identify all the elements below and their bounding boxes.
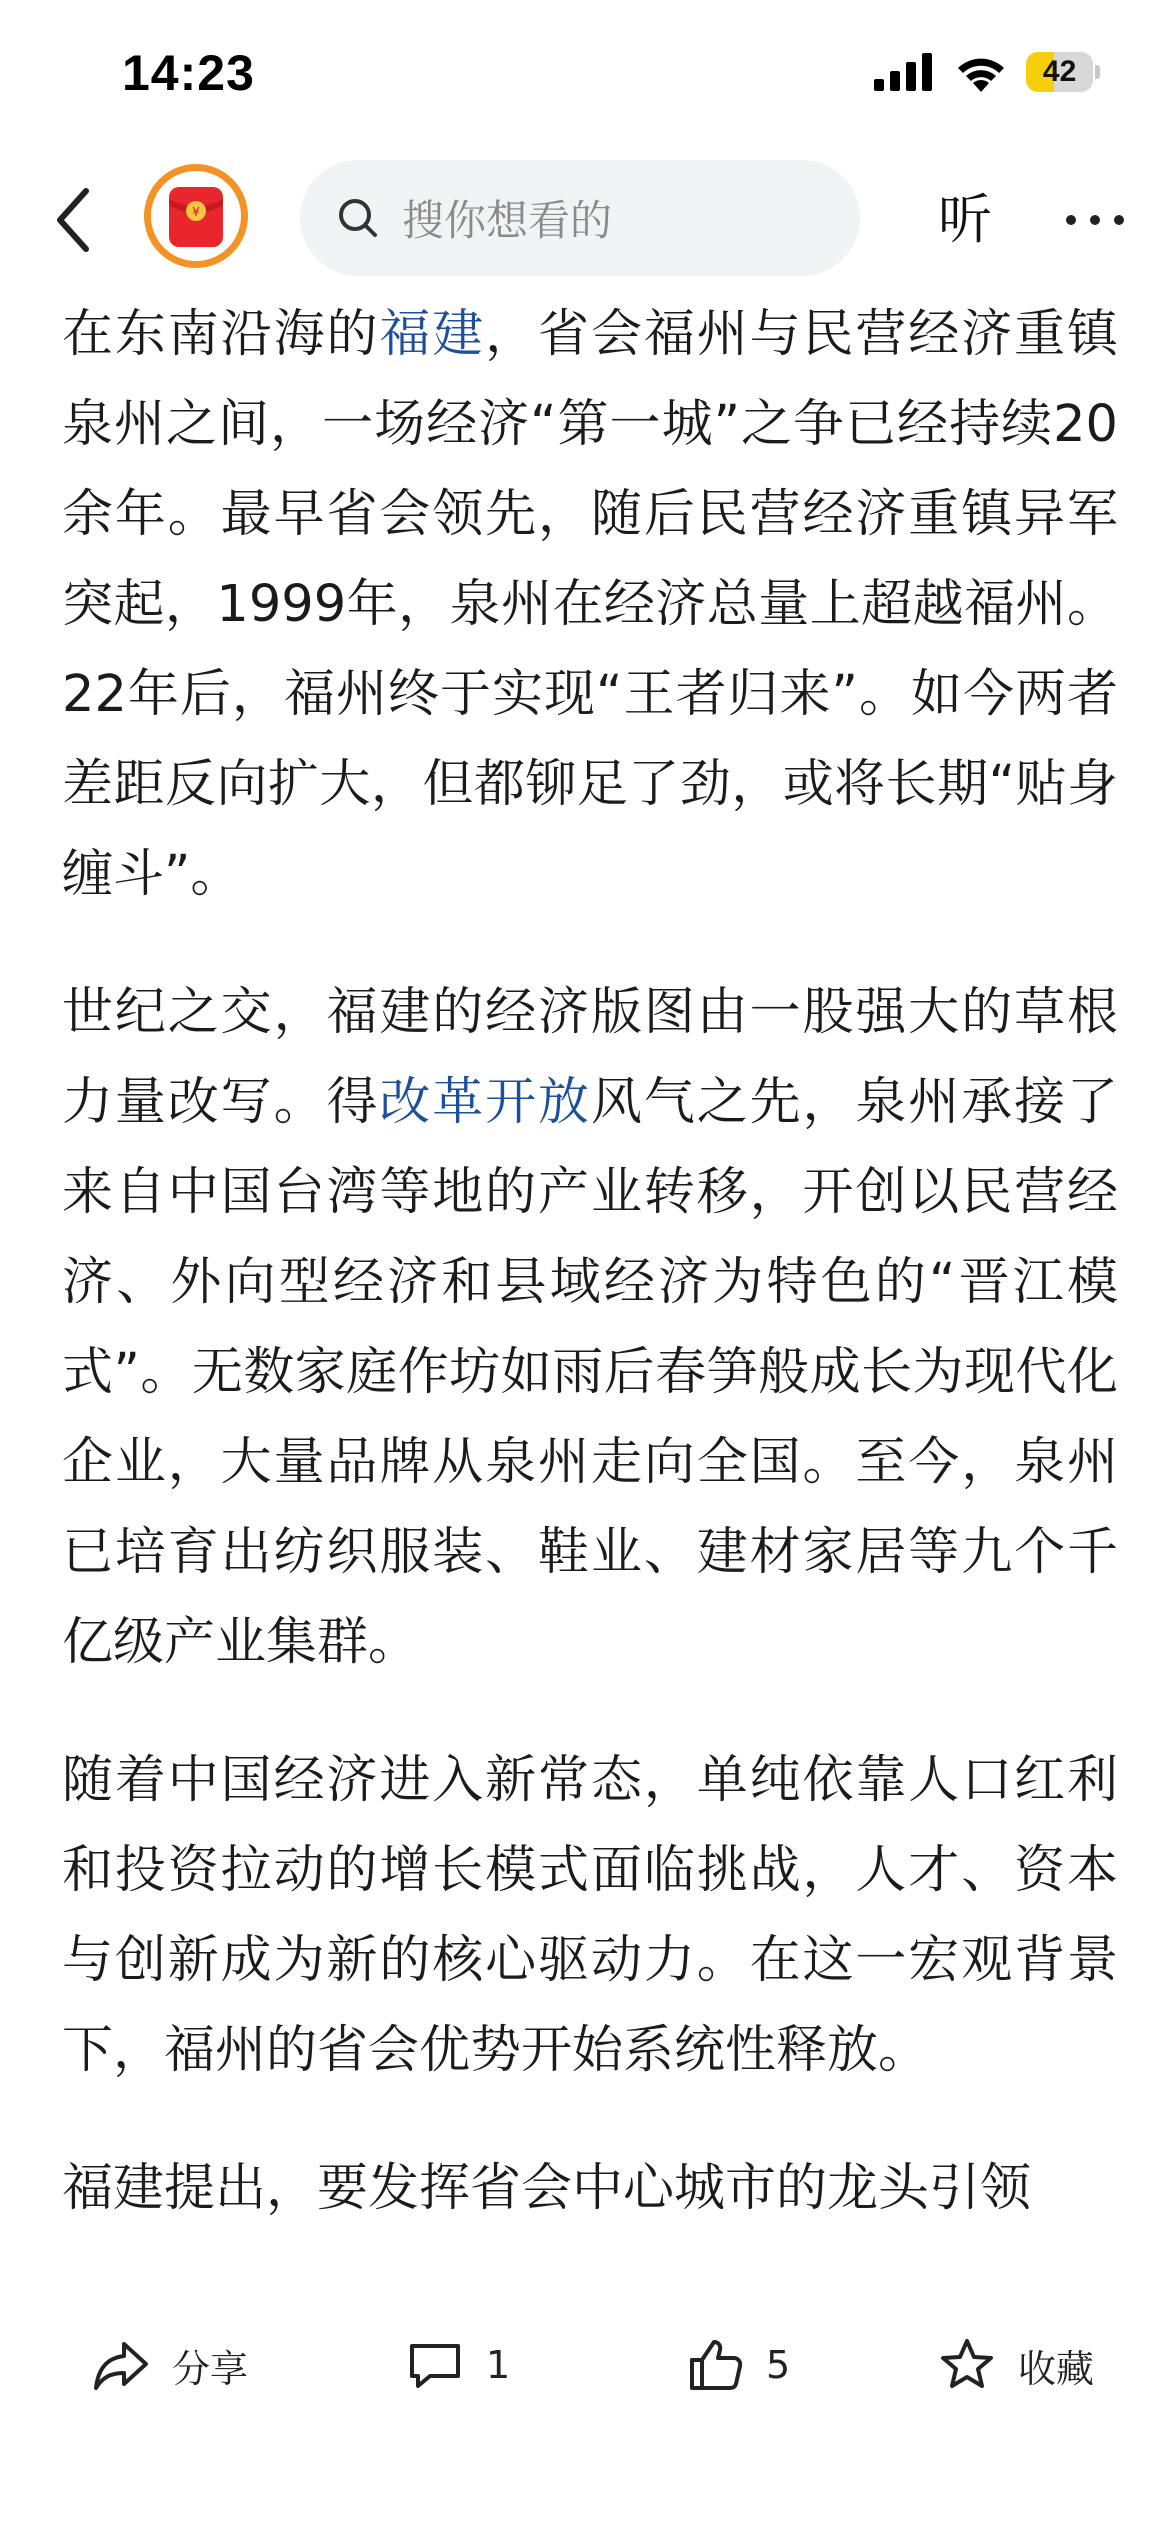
article-paragraph-4: 福建提出，要发挥省会中心城市的龙头引领 — [62, 2159, 1032, 2218]
paragraph-text: 在东南沿海的 — [62, 305, 380, 364]
top-nav-bar — [0, 150, 1170, 290]
search-placeholder: 搜你想看的 — [402, 196, 613, 245]
svg-text:¥: ¥ — [192, 205, 200, 219]
comment-button[interactable] — [406, 2325, 510, 2405]
collect-label: 收藏 — [1018, 2346, 1095, 2391]
more-button[interactable] — [1050, 180, 1140, 260]
battery-level: 42 — [1042, 55, 1077, 88]
wifi-icon — [954, 52, 1008, 92]
cellular-signal-icon — [874, 53, 934, 91]
battery-body — [1026, 52, 1093, 92]
back-button[interactable] — [44, 180, 104, 260]
comment-count: 1 — [486, 2343, 511, 2387]
red-packet-icon — [161, 181, 231, 251]
battery-indicator — [1026, 52, 1100, 92]
article-paragraph-3: 随着中国经济进入新常态，单纯依靠人口红利和投资拉动的增长模式面临挑战，人才、资本与创新成为新的核心驱动力。在这一宏观背景下，福州的省会优势开始系统性释放。 — [62, 1751, 1118, 2080]
red-packet-button[interactable] — [144, 164, 248, 268]
status-bar — [0, 0, 1170, 150]
status-indicators — [874, 52, 1100, 92]
like-button[interactable] — [686, 2325, 790, 2405]
paragraph-text: 世纪之交，福建的经济版图由一股强大的草根力量改写。得 — [62, 983, 1118, 1132]
comment-icon — [406, 2336, 464, 2394]
keyword-link-reform[interactable]: 改革开放 — [379, 1073, 591, 1132]
paragraph-text: 风气之先，泉州承接了来自中国台湾等地的产业转移，开创以民营经济、外向型经济和县域经济为特色的“晋江模式”。无数家庭作坊如雨后春笋般成长为现代化企业，大量品牌从泉州走向全国。至今，泉州已培育出纺织服装、鞋业、建材家居等九个千亿级产业集群。 — [62, 1073, 1118, 1672]
like-count: 5 — [766, 2343, 791, 2387]
status-time: 14:23 — [122, 45, 255, 101]
thumbs-up-icon — [686, 2336, 744, 2394]
keyword-link-fujian[interactable]: 福建 — [379, 305, 486, 364]
search-icon — [336, 196, 380, 240]
share-icon — [92, 2336, 150, 2394]
share-label: 分享 — [172, 2346, 249, 2391]
article-body — [62, 290, 1118, 2285]
battery-cap — [1095, 65, 1100, 79]
search-input[interactable] — [300, 160, 860, 276]
star-icon — [938, 2336, 996, 2394]
article-paragraph-2 — [62, 968, 1118, 1688]
collect-button[interactable] — [938, 2325, 1094, 2405]
listen-button[interactable]: 听 — [938, 188, 992, 251]
share-button[interactable] — [92, 2325, 248, 2405]
more-dots-icon — [1064, 213, 1126, 227]
chevron-left-icon — [54, 185, 94, 255]
bottom-action-bar — [0, 2285, 1170, 2532]
article-paragraph-1 — [62, 290, 1118, 920]
paragraph-text: ，省会福州与民营经济重镇泉州之间，一场经济“第一城”之争已经持续20余年。最早省会领先，随后民营经济重镇异军突起，1999年，泉州在经济总量上超越福州。22年后，福州终于实现“王者归来”。如今两者差距反向扩大，但都铆足了劲，或将长期“贴身缠斗”。 — [62, 305, 1118, 904]
